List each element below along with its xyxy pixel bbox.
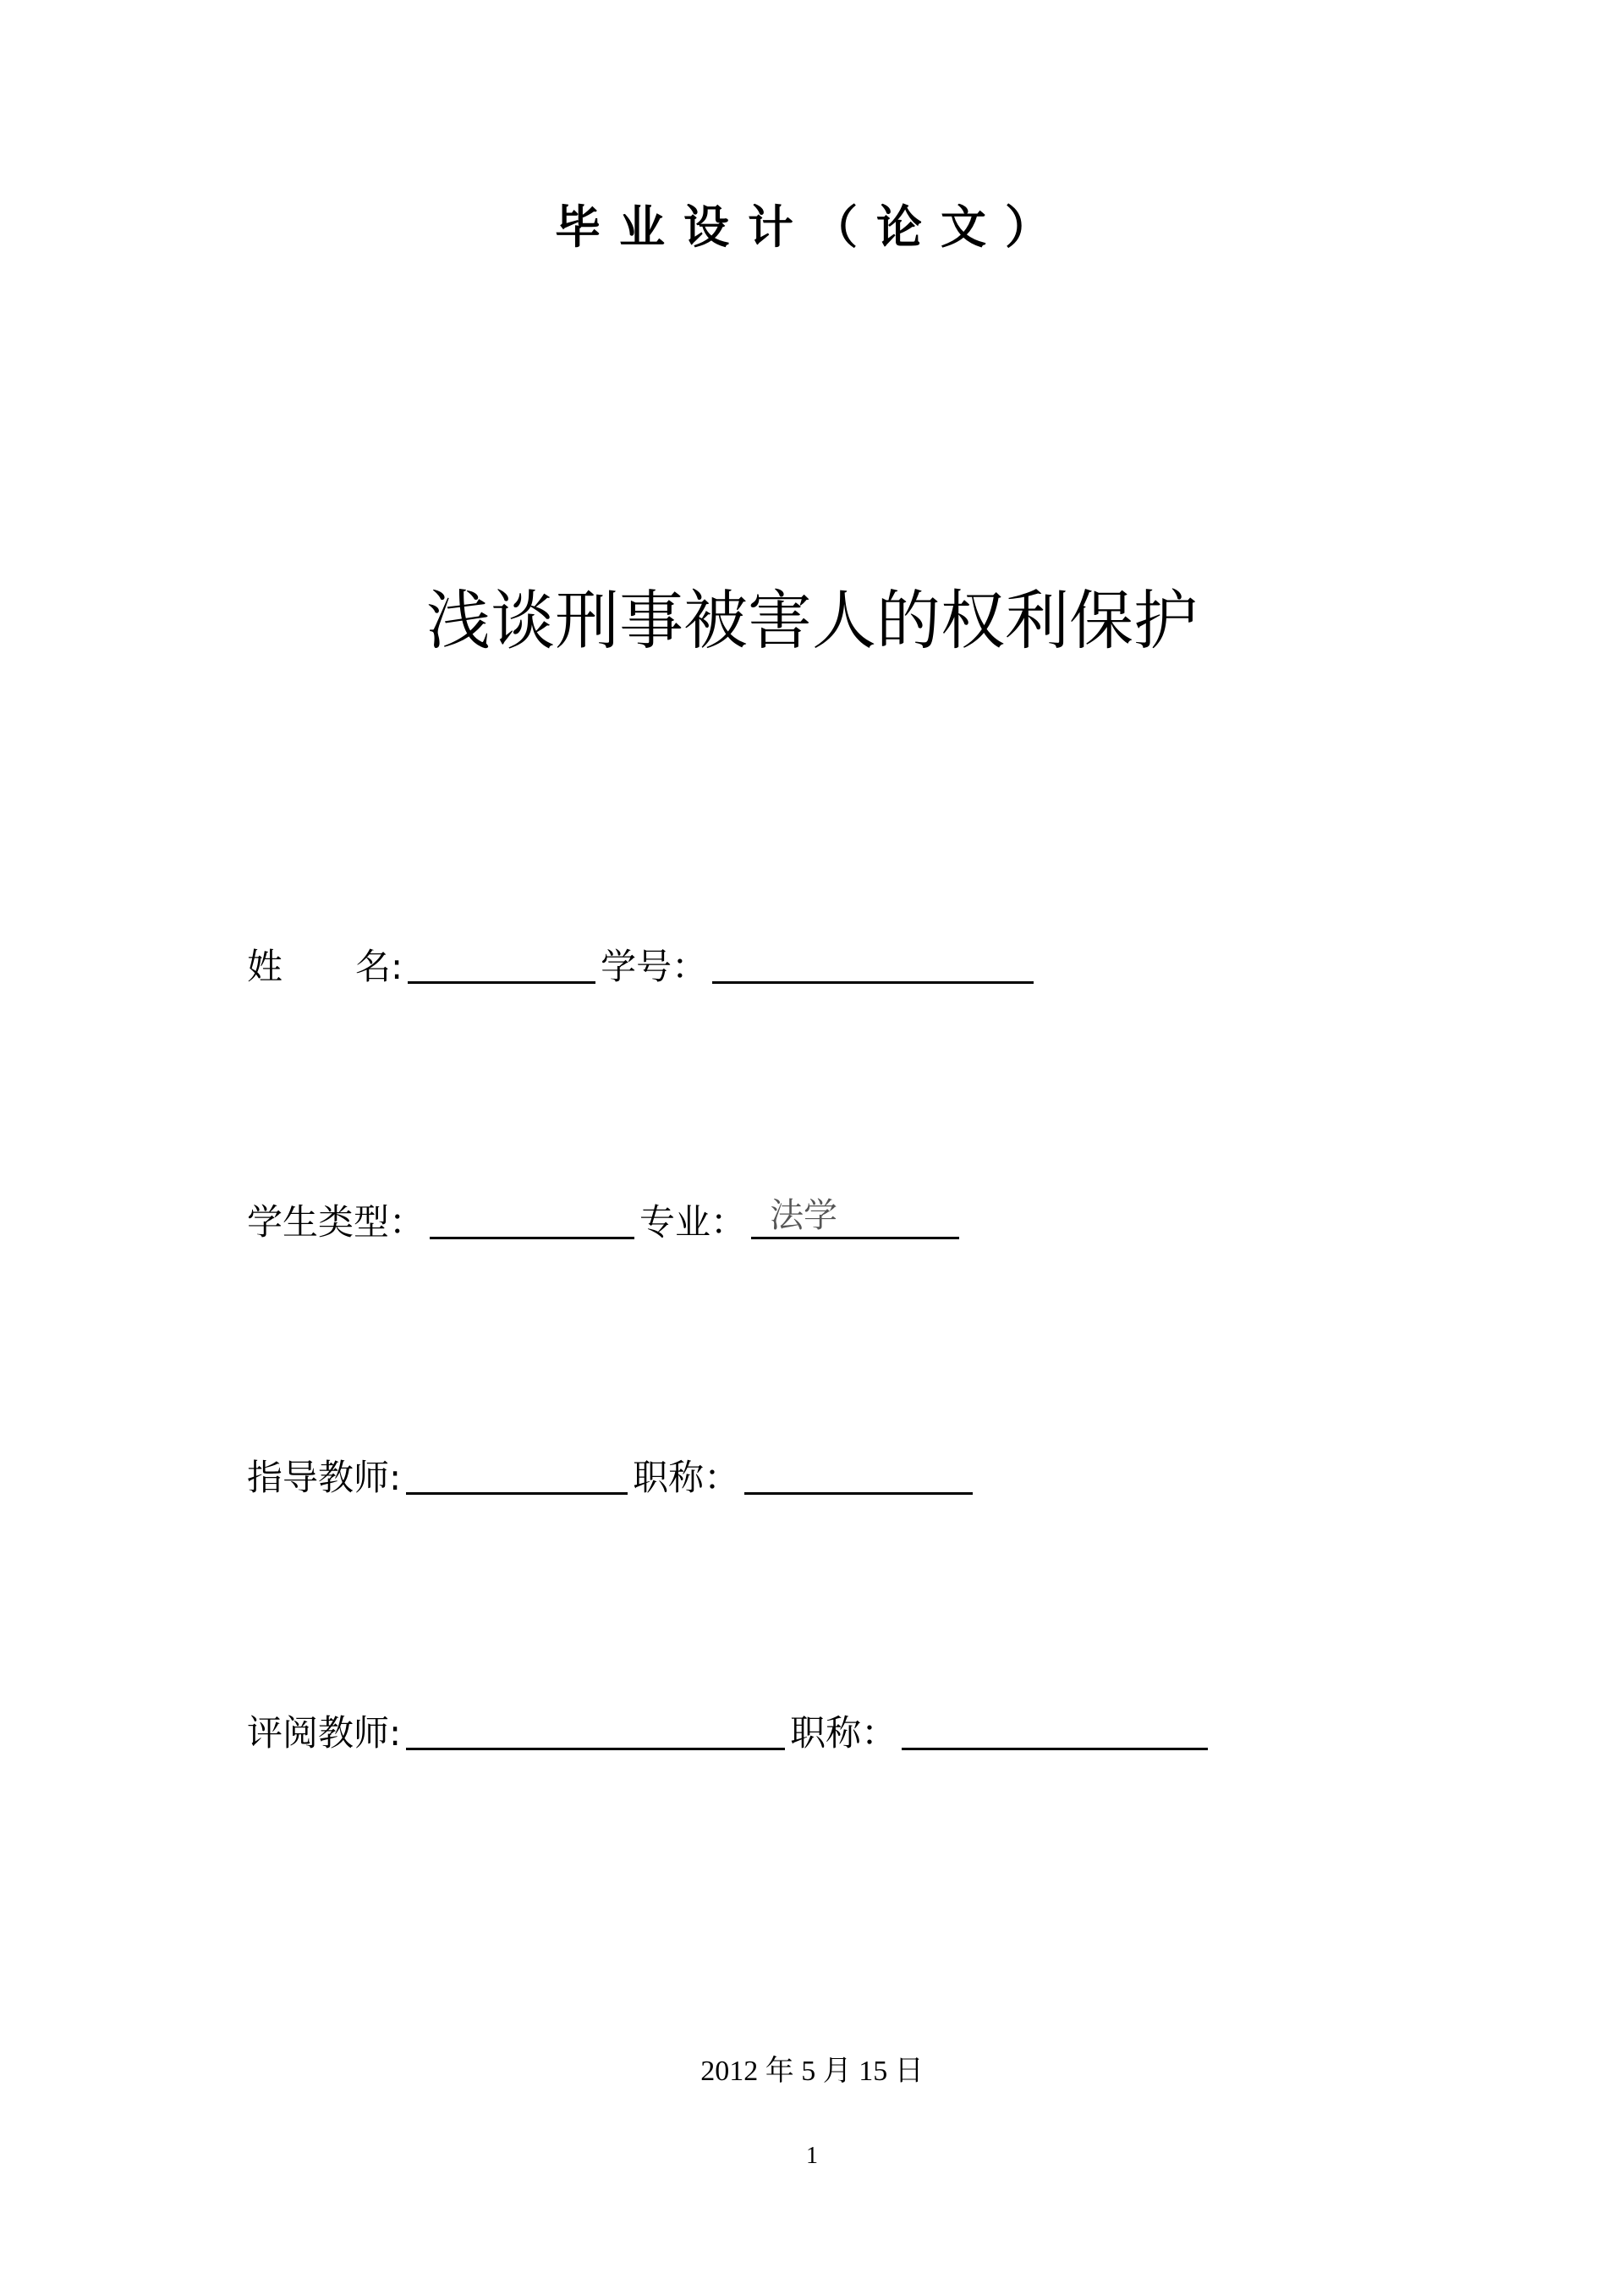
- advisor-label: 指导教师: [247, 1456, 390, 1498]
- student-type-colon: ：: [389, 1200, 425, 1243]
- document-type-heading: 毕业设计（论文）: [555, 200, 1069, 254]
- advisor-title-colon: ：: [704, 1456, 740, 1498]
- advisor-field[interactable]: [406, 1453, 628, 1495]
- reviewer-colon: :: [389, 1711, 402, 1754]
- advisor-title-field[interactable]: [744, 1453, 973, 1495]
- reviewer-label: 评阅教师: [247, 1711, 390, 1754]
- form-row-type-major: [247, 1198, 964, 1243]
- student-type-label: 学生类型: [247, 1200, 390, 1243]
- thesis-title: 浅谈刑事被害人的权利保护: [426, 583, 1198, 658]
- student-id-field[interactable]: [712, 942, 1034, 984]
- reviewer-field[interactable]: [406, 1709, 785, 1750]
- student-id-label: 学号: [601, 945, 672, 987]
- major-label: 专业: [639, 1200, 711, 1243]
- major-colon: ：: [710, 1200, 747, 1243]
- reviewer-title-label: 职称: [790, 1711, 862, 1754]
- student-id-colon: ：: [672, 945, 708, 987]
- name-colon: :: [391, 945, 403, 987]
- major-field[interactable]: [751, 1198, 959, 1239]
- reviewer-title-field[interactable]: [902, 1709, 1208, 1750]
- form-row-reviewer: [247, 1709, 1213, 1754]
- form-row-name-id: [247, 942, 1039, 987]
- student-type-field[interactable]: [430, 1198, 634, 1239]
- submission-date: 2012 年 5 月 15 日: [700, 2056, 924, 2087]
- form-row-advisor: [247, 1453, 978, 1498]
- name-label: 姓名: [247, 945, 391, 987]
- advisor-title-label: 职称: [633, 1456, 705, 1498]
- major-value: 法学: [770, 1196, 838, 1235]
- advisor-colon: :: [389, 1456, 402, 1498]
- name-field[interactable]: [408, 942, 595, 984]
- page-number: 1: [806, 2143, 818, 2169]
- reviewer-title-colon: ：: [861, 1711, 897, 1754]
